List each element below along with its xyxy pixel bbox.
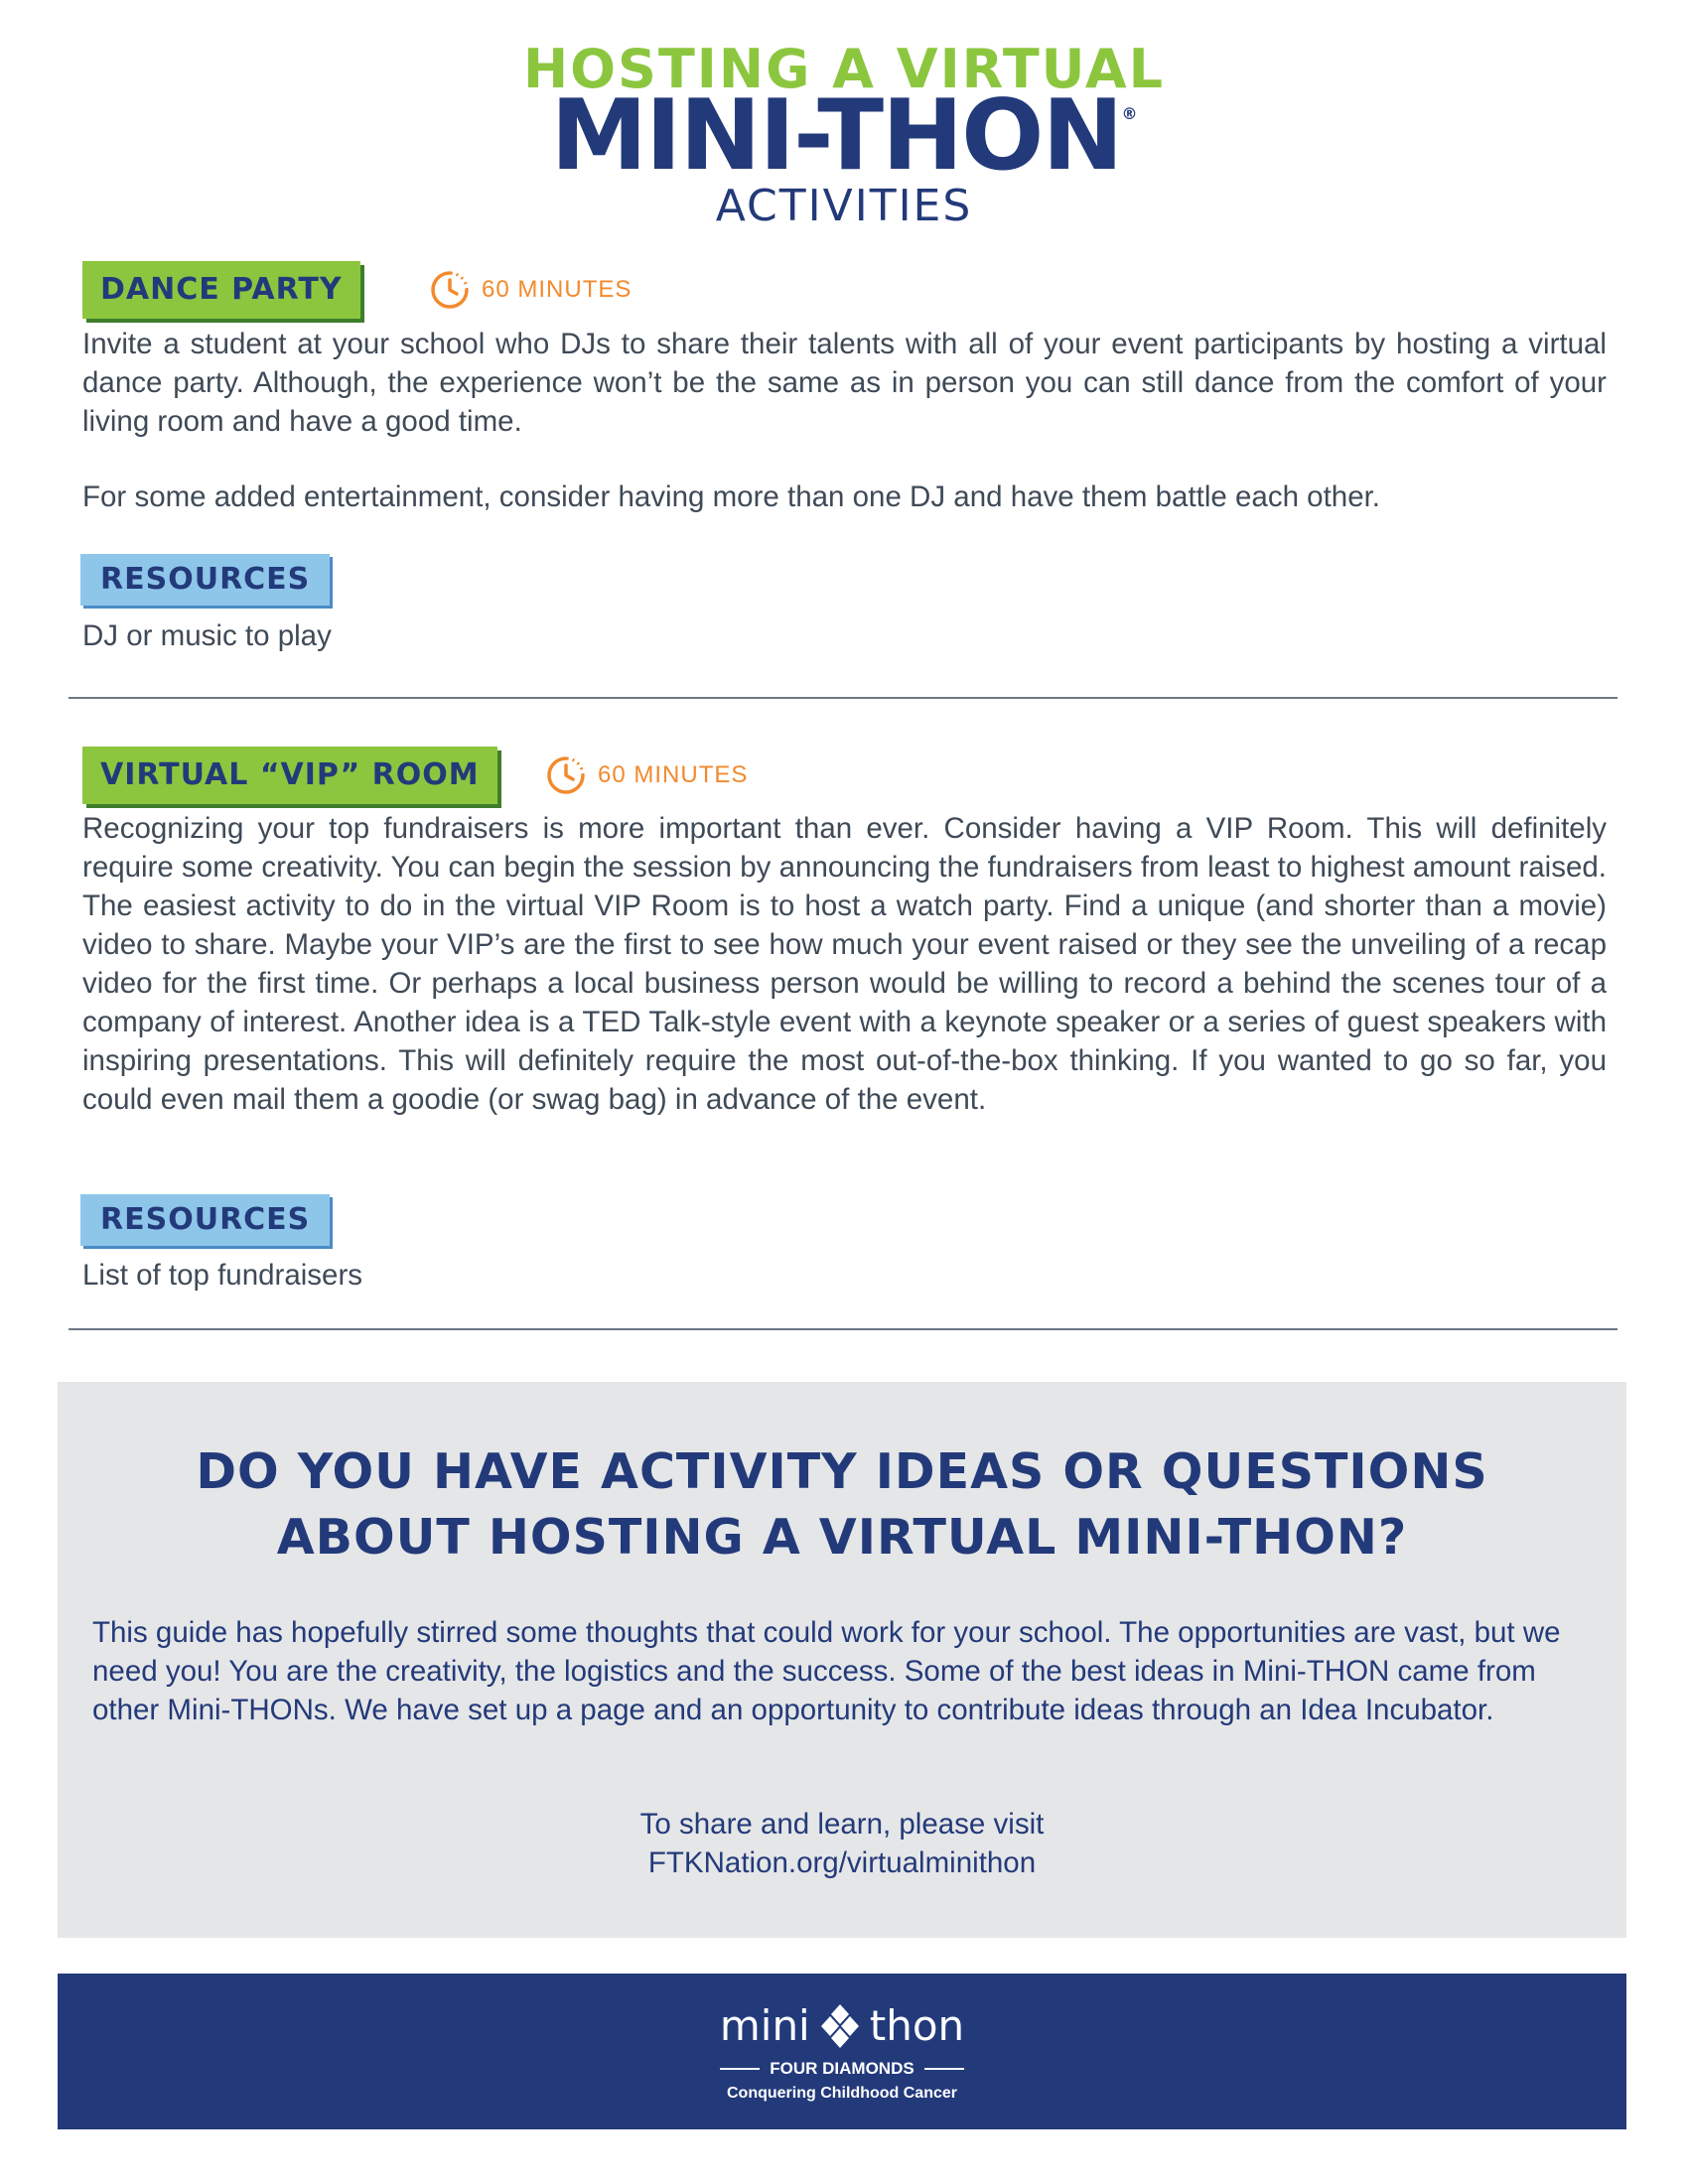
header-line-activities: ACTIVITIES (715, 181, 973, 231)
header-title-minithon (0, 79, 1688, 193)
four-diamonds-icon (820, 2002, 860, 2050)
cta-heading-line: DO YOU HAVE ACTIVITY IDEAS OR QUESTIONS (196, 1443, 1488, 1500)
section-title-vip-room: VIRTUAL “VIP” ROOM (82, 747, 497, 804)
cta-visit-link[interactable]: FTKNation.org/virtualminithon (647, 1846, 1037, 1879)
paragraph-vip-room: Recognizing your top fundraisers is more important than ever. Consider having a VIP Room. This will definitely require some creativity. You can begin the session by announcing the fundraisers from least to highest amount raised. The easiest activity to do in the virtual VIP Room is to host a watch party. Find a unique (and shorter than a movie) video to share. Maybe your VIP’s are the first to see how much your event raised or they see the unveiling of a recap video for the first time. Or perhaps a local business person would be willing to record a behind the scenes tour of a company of interest. Another idea is a TED Talk-style event with a keynote speaker or a series of guest speakers with inspiring presentations. This will definitely require the most out-of-the-box thinking. If you wanted to go so far, you could even mail them a goodie (or swag bag) in advance of the event. (82, 812, 1607, 1116)
resources-label-vip-room: RESOURCES (80, 1194, 330, 1246)
resources-text-dance-party: DJ or music to play (82, 619, 332, 652)
cta-body-text: This guide has hopefully stirred some thoughts that could work for your school. The opportunities are vast, but we need you! You are the creativity, the logistics and the success. Some of the best ideas in Mini-THON came from other Mini-THONs. We have set up a page and an opportunity to contribute ideas through an Idea Incubator. (92, 1616, 1561, 1726)
section-title-dance-party: DANCE PARTY (82, 261, 360, 319)
clock-icon (428, 268, 472, 312)
duration-label: 60 MINUTES (482, 276, 633, 303)
logo-tagline: Conquering Childhood Cancer (727, 2085, 957, 2102)
footer-bar (58, 1974, 1626, 2129)
logo-dash (924, 2068, 964, 2070)
cta-heading (58, 1439, 1626, 1570)
resources-text-vip-room: List of top fundraisers (82, 1259, 363, 1292)
registered-mark: ® (1121, 104, 1138, 123)
clock-icon (544, 753, 588, 797)
logo-word-mini: mini (719, 2001, 810, 2050)
logo-word-thon: thon (869, 2001, 965, 2050)
paragraph-dance-party-1: Invite a student at your school who DJs to share their talents with all of your event participants by hosting a virtual dance party. Although, the experience won’t be the same as in person you can still dance from the comfort of your living room and have a good time. (82, 328, 1607, 438)
duration-dance-party (428, 268, 632, 312)
duration-vip-room (544, 753, 748, 797)
cta-visit (58, 1805, 1626, 1882)
logo-dash (720, 2068, 760, 2070)
divider (69, 697, 1618, 699)
logo-subtitle (58, 2059, 1626, 2079)
logo-four-diamonds: FOUR DIAMONDS (770, 2059, 914, 2078)
header-title-text: MINI-THON (550, 79, 1122, 193)
cta-visit-text: To share and learn, please visit (639, 1808, 1045, 1841)
paragraph-dance-party-2: For some added entertainment, consider having more than one DJ and have them battle each other. (82, 480, 1380, 513)
divider (69, 1328, 1618, 1330)
duration-label: 60 MINUTES (598, 761, 749, 788)
resources-label-dance-party: RESOURCES (80, 554, 330, 606)
header-line-hosting: HOSTING A VIRTUAL (522, 38, 1166, 100)
minithon-logo (58, 2001, 1626, 2050)
cta-heading-line: ABOUT HOSTING A VIRTUAL MINI-THON? (276, 1509, 1408, 1566)
